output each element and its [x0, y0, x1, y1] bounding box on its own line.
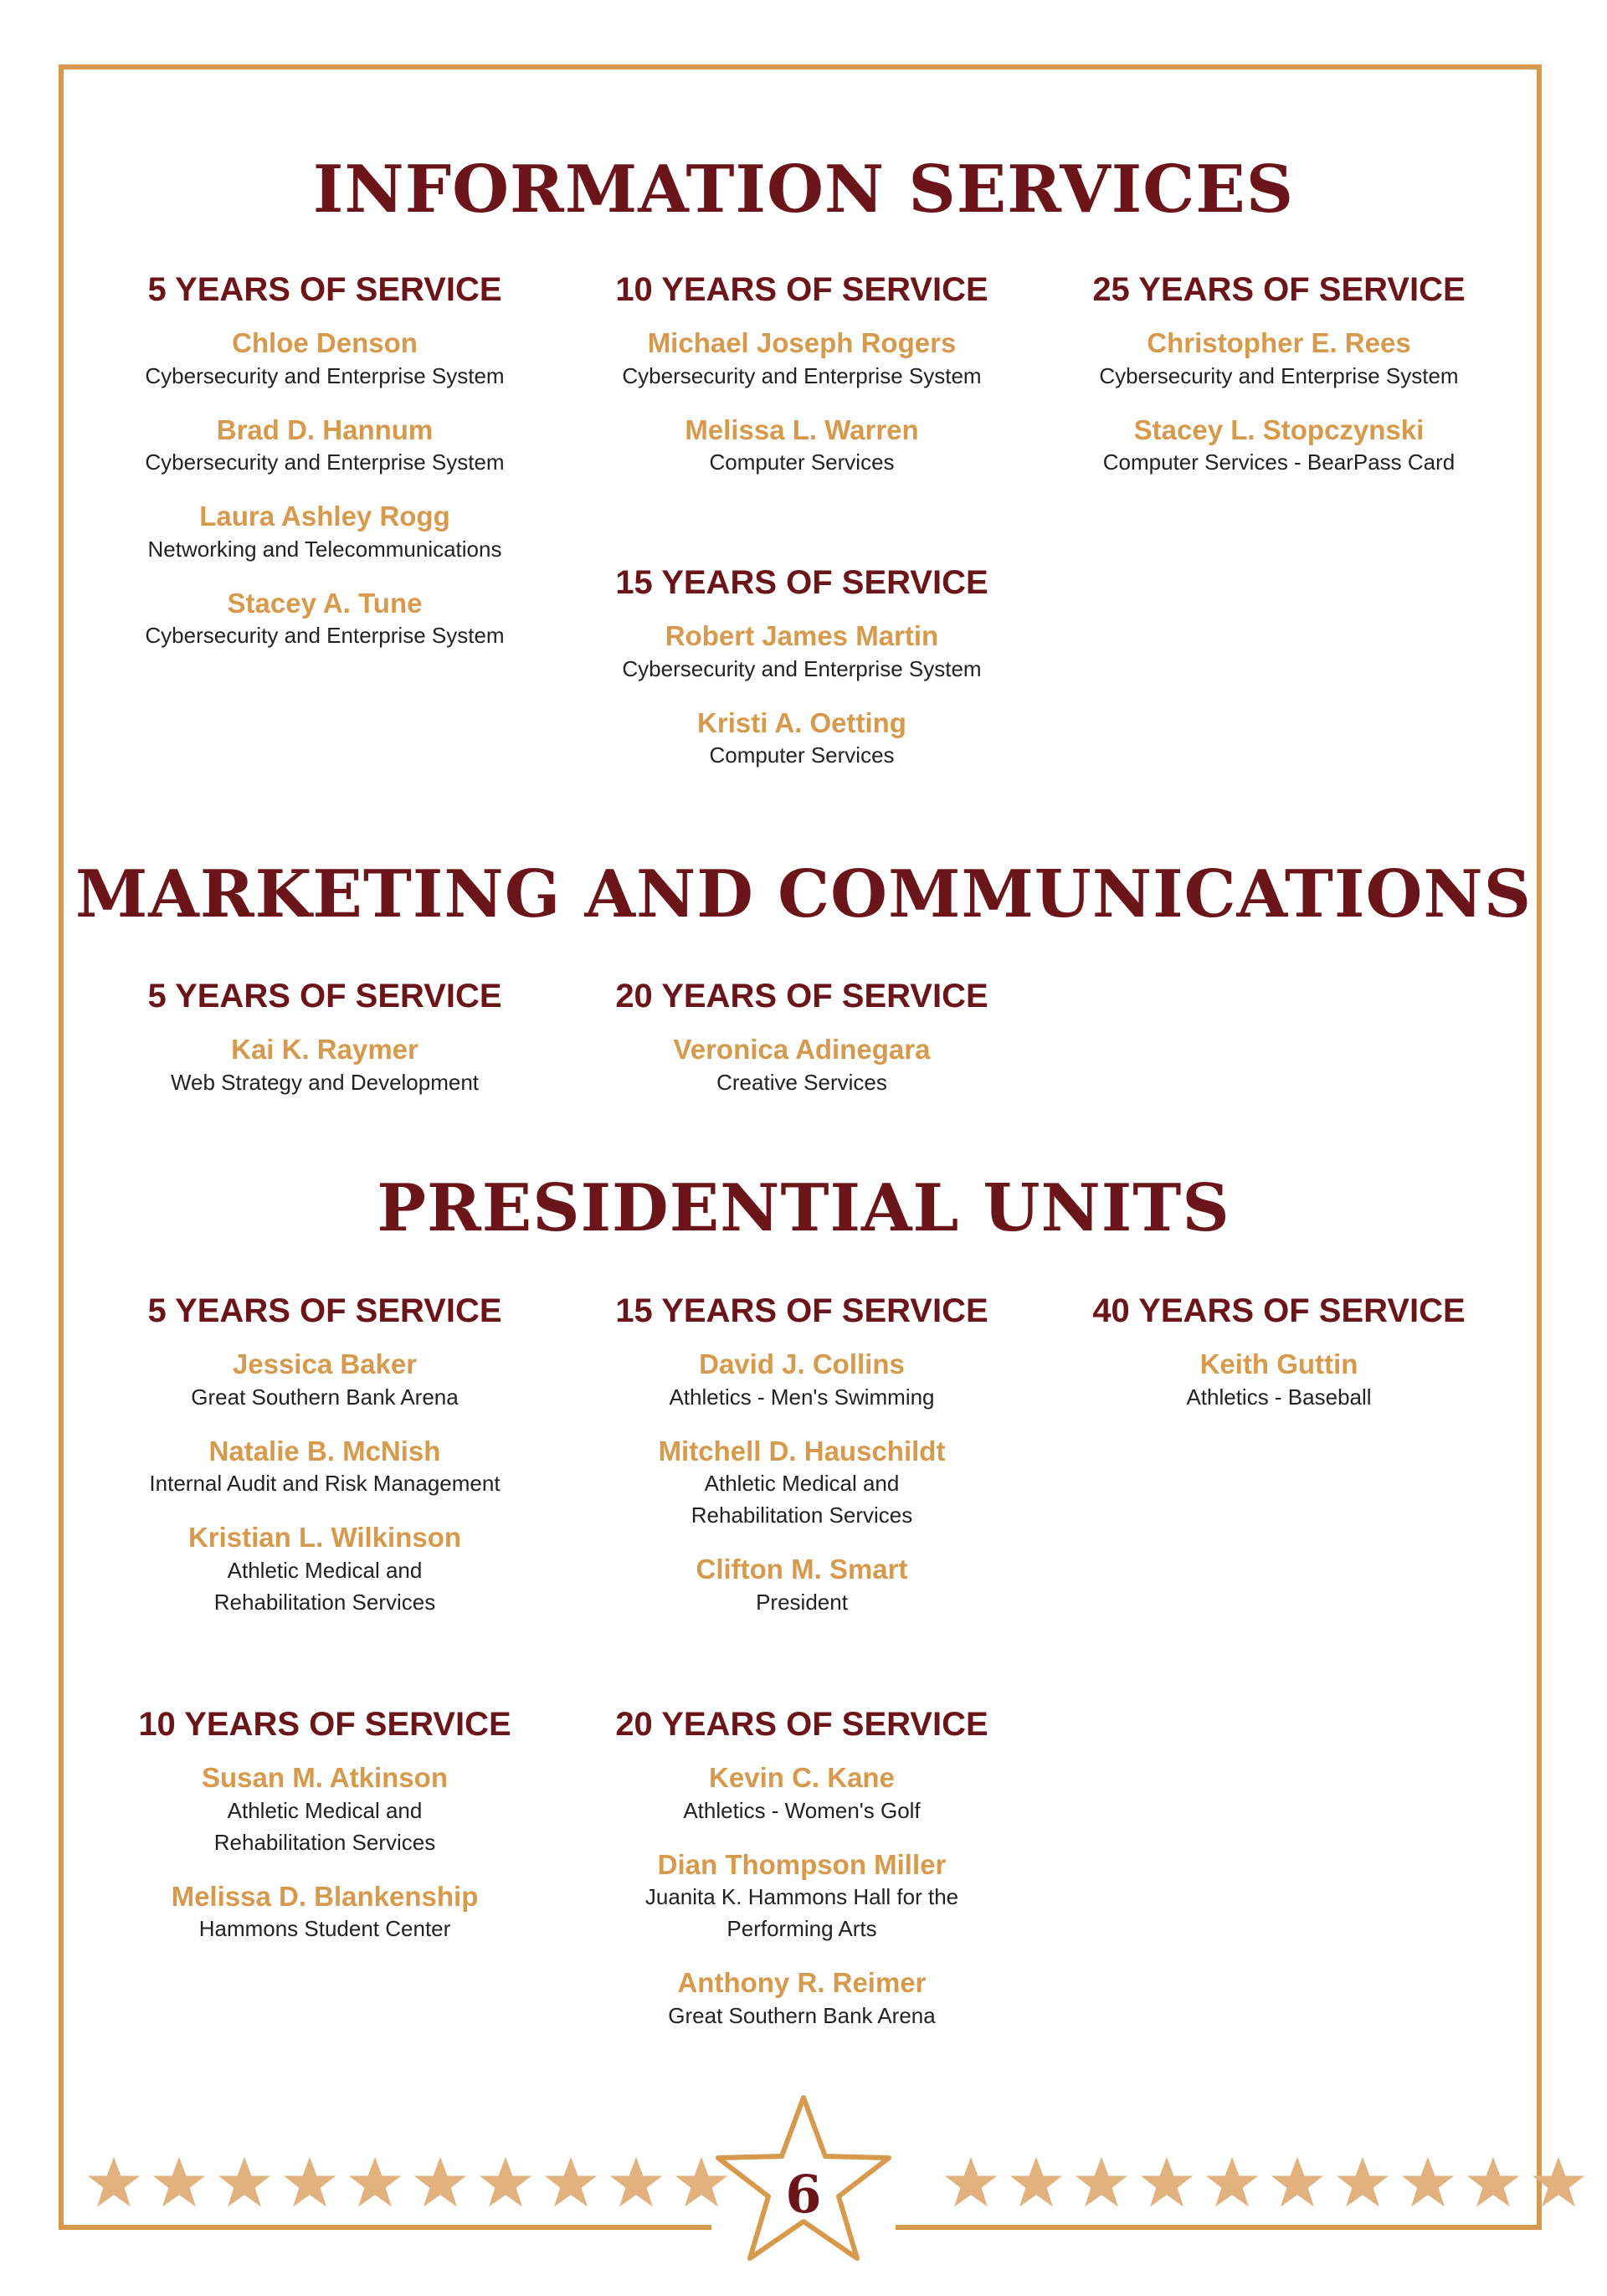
- star-icon: [1008, 2155, 1065, 2211]
- person-name: Kristian L. Wilkinson: [187, 1522, 462, 1554]
- list-item: [90, 1761, 559, 1858]
- person-name: Susan M. Atkinson: [202, 1762, 448, 1793]
- person-name: Stacey A. Tune: [227, 587, 423, 619]
- person-department: Athletic Medical and Rehabilitation Services: [691, 1471, 913, 1528]
- person-department: Athletics - Baseball: [1186, 1384, 1372, 1410]
- is-5-years-group: [90, 270, 559, 673]
- person-name: Natalie B. McNish: [208, 1435, 441, 1466]
- section-title-presidential-units: PRESIDENTIAL UNITS: [377, 1170, 1230, 1246]
- star-icon: [412, 2155, 469, 2211]
- list-item: [90, 1348, 559, 1413]
- person-name: Kevin C. Kane: [709, 1762, 895, 1793]
- person-department: Athletics - Men's Swimming: [669, 1384, 935, 1410]
- list-item: [1045, 413, 1513, 479]
- pu-5-years-group: [90, 1291, 559, 1640]
- group-heading: 5 YEARS OF SERVICE: [147, 271, 502, 308]
- person-name: Jessica Baker: [232, 1348, 418, 1379]
- list-item: [1045, 1348, 1513, 1413]
- star-icon: [1269, 2155, 1326, 2211]
- star-icon: [1465, 2155, 1522, 2211]
- list-item: [90, 413, 559, 479]
- person-department: Cybersecurity and Enterprise System: [622, 362, 982, 388]
- person-name: Veronica Adinegara: [673, 1034, 931, 1065]
- list-item: [567, 413, 1036, 479]
- list-item: [567, 706, 1036, 772]
- group-heading: 40 YEARS OF SERVICE: [1092, 1292, 1466, 1329]
- list-item: [567, 1848, 1036, 1945]
- person-department: Cybersecurity and Enterprise System: [622, 655, 982, 681]
- is-10-years-group: [567, 270, 1036, 500]
- bottom-border-left: [59, 2225, 711, 2230]
- star-icon: [1138, 2155, 1195, 2211]
- person-department: Creative Services: [716, 1069, 887, 1095]
- person-name: Laura Ashley Rogg: [199, 501, 450, 532]
- person-department: Athletic Medical and Rehabilitation Services: [213, 1557, 436, 1615]
- list-item: [567, 1761, 1036, 1826]
- list-item: [567, 1348, 1036, 1413]
- list-item: [90, 500, 559, 565]
- person-department: Cybersecurity and Enterprise System: [145, 362, 505, 388]
- star-icon: [216, 2155, 273, 2211]
- list-item: [90, 1033, 559, 1098]
- list-item: [567, 326, 1036, 392]
- list-item: [567, 1553, 1036, 1618]
- group-heading: 25 YEARS OF SERVICE: [1092, 271, 1466, 308]
- mc-5-years-group: [90, 976, 559, 1120]
- page-number: 6: [785, 2164, 822, 2225]
- bottom-border-right: [896, 2225, 1542, 2230]
- person-department: Cybersecurity and Enterprise System: [145, 449, 505, 475]
- footer-stars-left: [85, 2155, 730, 2211]
- section-title-marketing-and-communications: MARKETING AND COMMUNICATIONS: [74, 856, 1533, 932]
- list-item: [567, 1435, 1036, 1532]
- person-name: Melissa L. Warren: [685, 413, 919, 445]
- person-department: Computer Services: [709, 449, 895, 475]
- star-icon: [1530, 2155, 1587, 2211]
- list-item: [90, 1521, 559, 1618]
- person-name: David J. Collins: [699, 1348, 905, 1379]
- person-department: Hammons Student Center: [198, 1916, 451, 1942]
- person-department: Computer Services - BearPass Card: [1102, 449, 1456, 475]
- group-heading: 20 YEARS OF SERVICE: [615, 978, 988, 1014]
- person-department: Web Strategy and Development: [170, 1069, 480, 1095]
- star-icon: [477, 2155, 534, 2211]
- person-department: Athletics - Women's Golf: [683, 1797, 921, 1823]
- list-item: [90, 587, 559, 652]
- list-item: [90, 1435, 559, 1500]
- group-heading: 5 YEARS OF SERVICE: [147, 1292, 502, 1329]
- person-name: Anthony R. Reimer: [677, 1967, 927, 1999]
- star-icon: [151, 2155, 208, 2211]
- person-department: Juanita K. Hammons Hall for the Performing Arts: [644, 1884, 959, 1942]
- star-icon: [85, 2155, 142, 2211]
- group-heading: 20 YEARS OF SERVICE: [615, 1706, 988, 1743]
- person-name: Brad D. Hannum: [216, 413, 434, 445]
- star-icon: [347, 2155, 403, 2211]
- star-icon: [942, 2155, 999, 2211]
- person-name: Stacey L. Stopczynski: [1133, 413, 1425, 445]
- person-name: Clifton M. Smart: [696, 1554, 908, 1585]
- star-icon: [608, 2155, 665, 2211]
- star-icon: [281, 2155, 338, 2211]
- list-item: [567, 619, 1036, 685]
- is-15-years-group: [567, 562, 1036, 793]
- list-item: [567, 1033, 1036, 1098]
- person-name: Keith Guttin: [1199, 1348, 1358, 1379]
- group-heading: 10 YEARS OF SERVICE: [138, 1706, 511, 1743]
- person-name: Michael Joseph Rogers: [647, 327, 957, 358]
- group-heading: 15 YEARS OF SERVICE: [615, 1292, 988, 1329]
- footer-stars-right: [942, 2155, 1587, 2211]
- person-department: Athletic Medical and Rehabilitation Services: [213, 1797, 436, 1855]
- person-department: Networking and Telecommunications: [147, 536, 502, 562]
- star-icon: [1334, 2155, 1391, 2211]
- pu-10-years-group: [90, 1704, 559, 1966]
- person-name: Dian Thompson Miller: [657, 1848, 947, 1880]
- pu-40-years-group: [1045, 1291, 1513, 1435]
- person-department: Cybersecurity and Enterprise System: [145, 623, 505, 649]
- person-name: Kristi A. Oetting: [697, 706, 906, 738]
- star-icon: [1073, 2155, 1130, 2211]
- is-25-years-group: [1045, 270, 1513, 500]
- person-department: President: [756, 1589, 848, 1615]
- person-name: Kai K. Raymer: [231, 1034, 418, 1065]
- person-department: Computer Services: [709, 742, 895, 768]
- group-heading: 10 YEARS OF SERVICE: [615, 271, 988, 308]
- list-item: [90, 326, 559, 392]
- list-item: [90, 1880, 559, 1945]
- star-icon: [1399, 2155, 1456, 2211]
- person-department: Great Southern Bank Arena: [191, 1384, 459, 1410]
- person-department: Internal Audit and Risk Management: [149, 1471, 501, 1497]
- pu-20-years-group: [567, 1704, 1036, 2053]
- person-department: Cybersecurity and Enterprise System: [1099, 362, 1459, 388]
- star-icon: [542, 2155, 599, 2211]
- mc-20-years-group: [567, 976, 1036, 1120]
- group-heading: 5 YEARS OF SERVICE: [147, 978, 502, 1014]
- list-item: [1045, 326, 1513, 392]
- list-item: [567, 1966, 1036, 2031]
- pu-15-years-group: [567, 1291, 1036, 1640]
- person-name: Christopher E. Rees: [1147, 327, 1411, 358]
- person-name: Mitchell D. Hauschildt: [658, 1435, 946, 1466]
- group-heading: 15 YEARS OF SERVICE: [615, 564, 988, 601]
- section-title-information-services: INFORMATION SERVICES: [312, 152, 1295, 228]
- person-name: Robert James Martin: [665, 620, 939, 651]
- person-department: Great Southern Bank Arena: [668, 2002, 936, 2028]
- star-icon: [1204, 2155, 1260, 2211]
- person-name: Chloe Denson: [232, 327, 418, 358]
- person-name: Melissa D. Blankenship: [171, 1880, 479, 1912]
